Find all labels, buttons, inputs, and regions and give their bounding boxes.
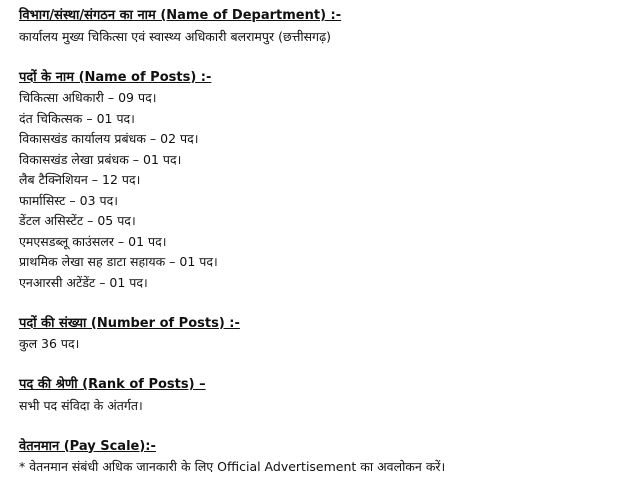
pay-note: * वेतनमान संबंधी अधिक जानकारी के लिए Official Advertisement का अवलोकन करें। <box>19 459 446 474</box>
total-posts: कुल 36 पद। <box>19 336 80 351</box>
count-heading: पदों की संख्या (Number of Posts) :- <box>19 315 240 331</box>
posts-section <box>19 68 640 294</box>
pay-heading: वेतनमान (Pay Scale):- <box>19 438 156 454</box>
spacer <box>19 293 640 314</box>
spacer <box>19 47 640 68</box>
rank-heading: पद की श्रेणी (Rank of Posts) – <box>19 377 206 392</box>
post-item: प्राथमिक लेखा सह डाटा सहायक – 01 पद। <box>19 254 218 269</box>
post-item: फार्मासिस्ट – 03 पद। <box>19 192 118 208</box>
department-heading: विभाग/संस्था/संगठन का नाम (Name of Department) :- <box>19 8 342 23</box>
posts-heading: पदों के नाम (Name of Posts) :- <box>19 69 212 85</box>
post-item: दंत चिकित्सक – 01 पद। <box>19 110 135 126</box>
post-item: विकासखंड कार्यालय प्रबंधक – 02 पद। <box>19 131 199 146</box>
post-item: चिकित्सा अधिकारी – 09 पद। <box>19 90 157 105</box>
posts-list <box>19 88 640 293</box>
department-name: कार्यालय मुख्य चिकित्सा एवं स्वास्थ्य अधिकारी बलरामपुर (छत्तीसगढ़) <box>19 28 332 44</box>
department-section <box>19 6 640 47</box>
rank-section <box>19 375 640 416</box>
spacer <box>19 355 640 376</box>
spacer <box>19 416 640 437</box>
post-item: डेंटल असिस्टेंट – 05 पद। <box>19 213 136 228</box>
count-section <box>19 314 640 355</box>
pay-section <box>19 437 640 478</box>
post-item: एनआरसी अटेंडेंट – 01 पद। <box>19 274 148 290</box>
post-item: लैब टैक्निशियन – 12 पद। <box>19 172 141 187</box>
post-item: विकासखंड लेखा प्रबंधक – 01 पद। <box>19 151 182 167</box>
rank-value: सभी पद संविदा के अंतर्गत। <box>19 397 143 413</box>
post-item: एमएसडब्लू काउंसलर – 01 पद। <box>19 233 167 249</box>
